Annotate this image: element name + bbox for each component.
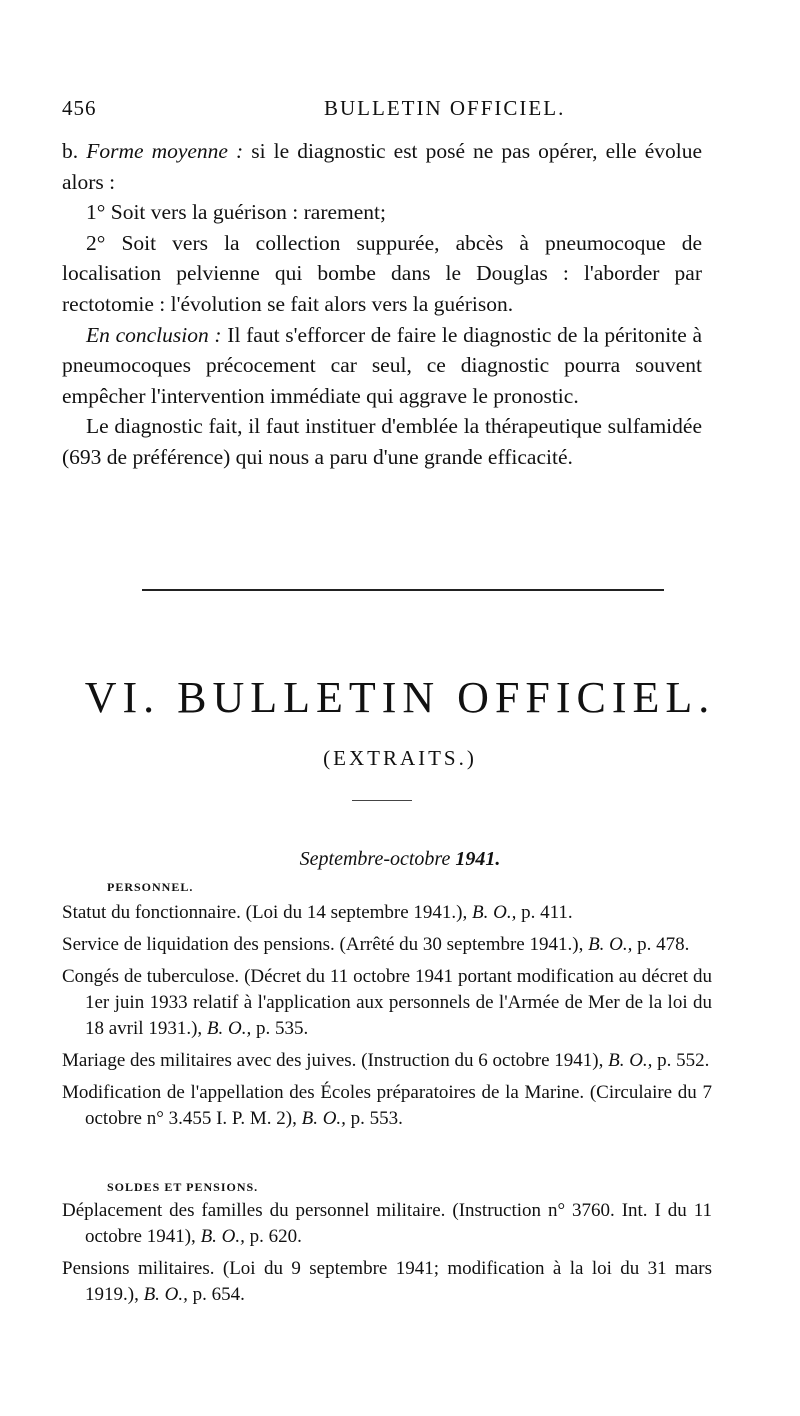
entry-text: Congés de tuberculose. (Décret du 11 octobre 1941 portant modification au décret du 1er juin 1933 relatif à l'application aux personnels de l'Armée de Mer de la loi du 18 avril 1931.), bbox=[62, 966, 712, 1039]
entry-text: Pensions militaires. (Loi du 9 septembre 1941; modification à la loi du 31 mars 1919.), bbox=[62, 1258, 712, 1305]
list-item bbox=[62, 1080, 712, 1132]
paragraph-therapeutique bbox=[62, 411, 702, 472]
running-head bbox=[62, 96, 682, 126]
entry-page: p. 552. bbox=[657, 1050, 710, 1071]
category-label-personnel: PERSONNEL. bbox=[107, 880, 194, 894]
entry-page: p. 654. bbox=[192, 1284, 245, 1305]
entry-ref: B. O., bbox=[200, 1226, 245, 1247]
paragraph-lead-italic: En conclusion : bbox=[86, 322, 222, 347]
entry-list-soldes bbox=[62, 1198, 712, 1314]
list-item bbox=[62, 964, 712, 1042]
entry-ref: B. O., bbox=[143, 1284, 188, 1305]
section-subtitle: (EXTRAITS.) bbox=[323, 746, 477, 770]
entry-ref: B. O., bbox=[472, 902, 517, 923]
paragraph-lead: b. bbox=[62, 139, 79, 163]
paragraph-lead: 2° bbox=[86, 230, 106, 255]
entry-text: Mariage des militaires avec des juives. (Instruction du 6 octobre 1941), bbox=[62, 1050, 604, 1071]
entry-page: p. 535. bbox=[255, 1018, 309, 1039]
entry-ref: B. O., bbox=[588, 934, 633, 955]
short-divider bbox=[352, 800, 412, 801]
entry-page: p. 620. bbox=[249, 1226, 302, 1247]
page-number: 456 bbox=[62, 96, 97, 120]
paragraph-text: si le diagnostic est posé ne pas opérer, elle évolue alors : bbox=[62, 139, 702, 194]
paragraph-text: Le diagnostic fait, il faut instituer d'emblée la thérapeutique sulfamidée (693 de préférence) qui nous a paru d'une grande efficacité. bbox=[62, 414, 702, 469]
entry-ref: B. O., bbox=[608, 1050, 653, 1071]
list-item bbox=[62, 1048, 712, 1074]
entry-text: Service de liquidation des pensions. (Arrêté du 30 septembre 1941.), bbox=[62, 934, 584, 955]
section-divider bbox=[142, 589, 664, 591]
paragraph-item-2 bbox=[62, 228, 702, 320]
paragraph-forme-moyenne bbox=[62, 136, 702, 197]
entry-list-personnel bbox=[62, 900, 712, 1138]
entry-text: Modification de l'appellation des Écoles préparatoires de la Marine. (Circulaire du 7 octobre n° 3.455 I. P. M. 2), bbox=[62, 1082, 712, 1129]
paragraph-text: Soit vers la collection suppurée, abcès à pneumocoque de localisation pelvienne qui bombe dans le Douglas : l'aborder par rectotomie : l'évolution se fait alors vers la guérison. bbox=[62, 230, 702, 316]
date-line bbox=[0, 848, 800, 871]
date-prefix: Septembre-octobre bbox=[299, 848, 451, 870]
paragraph-text: Soit vers la guérison : rarement; bbox=[105, 200, 386, 225]
entry-text: Statut du fonctionnaire. (Loi du 14 septembre 1941.), bbox=[62, 902, 468, 923]
running-head-title: BULLETIN OFFICIEL. bbox=[324, 96, 566, 120]
paragraph-item-1 bbox=[62, 197, 702, 228]
date-year: 1941. bbox=[455, 848, 501, 870]
list-item bbox=[62, 1198, 712, 1250]
list-item bbox=[62, 900, 712, 926]
paragraph-lead-italic: Forme moyenne : bbox=[86, 139, 244, 163]
paragraph-lead: 1° bbox=[86, 200, 106, 225]
list-item bbox=[62, 932, 712, 958]
category-label-soldes: SOLDES ET PENSIONS. bbox=[107, 1180, 259, 1194]
entry-page: p. 478. bbox=[637, 934, 690, 955]
paragraph-conclusion bbox=[62, 320, 702, 412]
body-text bbox=[62, 136, 702, 473]
entry-ref: B. O., bbox=[301, 1108, 346, 1129]
entry-page: p. 553. bbox=[350, 1108, 403, 1129]
list-item bbox=[62, 1256, 712, 1308]
section-title: VI. BULLETIN OFFICIEL. bbox=[84, 673, 716, 722]
entry-page: p. 411. bbox=[521, 902, 573, 923]
entry-ref: B. O., bbox=[206, 1018, 252, 1039]
entry-text: Déplacement des familles du personnel militaire. (Instruction n° 3760. Int. I du 11 octobre 1941), bbox=[62, 1200, 712, 1247]
paragraph-text: Il faut s'efforcer de faire le diagnostic de la péritonite à pneumocoques précocement car seul, ce diagnostic pourra souvent empêcher l'intervention immédiate qui aggrave le pronostic. bbox=[62, 322, 702, 408]
